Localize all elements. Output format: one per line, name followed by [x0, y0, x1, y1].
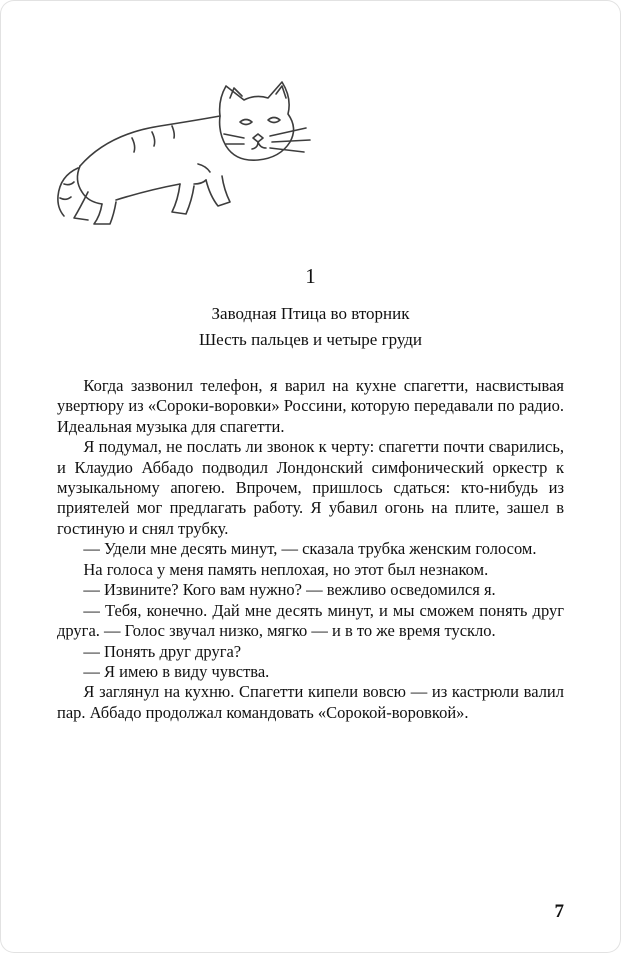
chapter-number: 1	[305, 264, 316, 288]
paragraph: — Тебя, конечно. Дай мне десять минут, и мы сможем понять друг друга. — Голос звучал низко, мягко — и в то же время тускло.	[57, 600, 564, 641]
chapter-title	[0, 301, 621, 354]
paragraph: Я заглянул на кухню. Спагетти кипели вовсю — из кастрюли валил пар. Аббадо продолжал командовать «Сорокой-воровкой».	[57, 682, 564, 722]
paragraph: — Извините? Кого вам нужно? — вежливо осведомился я.	[83, 580, 496, 600]
paragraph: Я подумал, не послать ли звонок к черту: спагетти почти сварились, и Клаудио Аббадо подводил Лондонский симфонический оркестр к музыкальному апогею. Впрочем, пришлось сдаться: кто-нибудь из приятелей мог предлагать работу. Я убавил огонь на плите, зашел в гостиную и снял трубку.	[57, 437, 564, 538]
paragraph: На голоса у меня память неплохая, но этот был незнаком.	[83, 559, 489, 579]
body-text	[0, 376, 621, 724]
paragraph: — Понять друг друга?	[83, 641, 242, 661]
chapter-title-line2: Шесть пальцев и четыре груди	[198, 330, 423, 350]
paragraph: — Удели мне десять минут, — сказала трубка женским голосом.	[83, 539, 537, 559]
kitten-line-art-icon	[48, 72, 318, 244]
chapter-title-line1: Заводная Птица во вторник	[211, 304, 410, 323]
paragraph: Когда зазвонил телефон, я варил на кухне спагетти, насвистывая увертюру из «Сороки-воровки» Россини, которую передавали по радио. Идеальная музыка для спагетти.	[57, 375, 564, 436]
page-number: 7	[554, 901, 564, 922]
paragraph: — Я имею в виду чувства.	[83, 662, 270, 682]
cat-illustration	[48, 72, 318, 244]
